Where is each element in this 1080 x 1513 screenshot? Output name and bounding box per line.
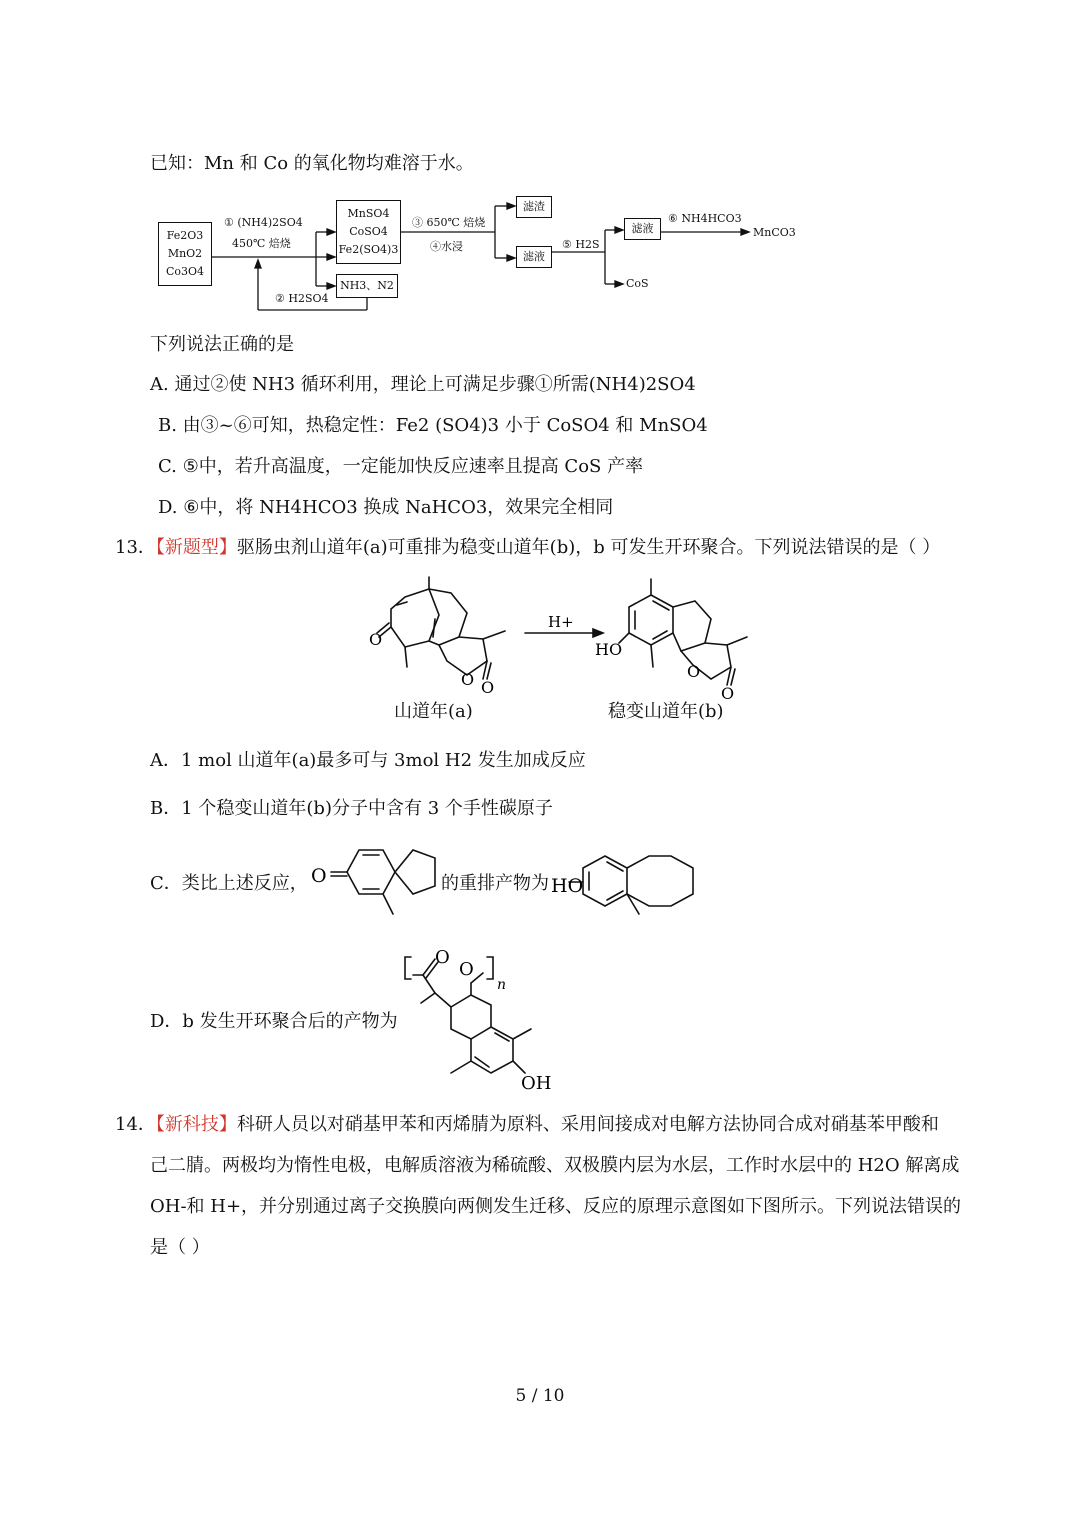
polymer-repeat-n: n — [497, 977, 507, 993]
mol-a-ring-o: O — [461, 670, 475, 689]
mol-b-hydroxyl: HO — [595, 640, 623, 659]
q12-option-d: D. ⑥中，将 NH4HCO3 换成 NaHCO3，效果完全相同 — [158, 497, 614, 518]
mol-b-ring-o: O — [687, 662, 701, 681]
step2-reagent: ② H2SO4 — [275, 292, 329, 305]
q14-line4: 是（ ） — [150, 1237, 210, 1258]
mid-coso4: CoSO4 — [349, 225, 388, 238]
q13-stem-line — [115, 536, 940, 560]
mol-b-lactone-o: O — [721, 684, 735, 703]
filtrate2-box — [624, 218, 661, 240]
tetralin-hydroxyl: HO — [551, 875, 584, 897]
q13-option-c-mid: 的重排产物为 — [441, 873, 549, 894]
raw-co3o4: Co3O4 — [165, 265, 205, 278]
step1-reagent: ① (NH4)2SO4 — [224, 216, 303, 229]
process-flowchart — [150, 192, 830, 318]
q13-tag: 【新题型】 — [155, 537, 237, 558]
raw-fe2o3: Fe2O3 — [166, 229, 204, 242]
mol-a-lactone-o: O — [481, 678, 495, 697]
q14-line2: 己二腈。两极均为惰性电极，电解质溶液为稀硫酸、双极膜内层为水层，工作时水层中的 H2O 解离成 — [150, 1155, 960, 1176]
mol-a-carbonyl-o: O — [369, 630, 383, 649]
gas-label: NH3、N2 — [340, 279, 394, 292]
q12-option-b: B. 由③~⑥可知，热稳定性：Fe2 (SO4)3 小于 CoSO4 和 MnSO4 — [158, 415, 708, 436]
step5-reagent: ⑤ H2S — [562, 238, 600, 251]
q12-prompt: 下列说法正确的是 — [150, 334, 294, 355]
polymer-ether-o: O — [459, 959, 474, 980]
filtrate1-box — [516, 246, 552, 268]
step3-condition: ③ 650℃ 焙烧 — [412, 216, 486, 229]
polymer-carbonyl-o: O — [435, 947, 450, 968]
mid-fe2so43: Fe2(SO4)3 — [338, 243, 399, 256]
label-santonin-b: 稳变山道年(b) — [608, 701, 724, 722]
flowchart-arrows — [150, 192, 830, 318]
filtrate1-label: 滤液 — [523, 250, 545, 263]
spiro-carbonyl-o: O — [311, 865, 327, 887]
filtrate2-label: 滤液 — [631, 222, 654, 235]
q14-line3: OH-和 H+，并分别通过离子交换膜向两侧发生迁移、反应的原理示意图如下图所示。下列说法错误的 — [150, 1196, 962, 1217]
q14-text1: 科研人员以对硝基甲苯和丙烯腈为原料、采用间接成对电解方法协同合成对硝基苯甲酸和 — [236, 1114, 939, 1135]
reagent-h-plus: H+ — [548, 613, 574, 631]
polymer-structure — [395, 945, 565, 1090]
q13-number: 13． — [115, 537, 156, 558]
q12-option-c: C. ⑤中，若升高温度，一定能加快反应速率且提高 CoS 产率 — [158, 456, 644, 477]
q13-stem: 驱肠虫剂山道年(a)可重排为稳变山道年(b)，b 可发生开环聚合。下列说法错误的是（ ） — [236, 537, 941, 558]
q13-option-a: A．1 mol 山道年(a)最多可与 3mol H2 发生加成反应 — [150, 750, 586, 771]
step6-reagent: ⑥ NH4HCO3 — [668, 212, 742, 225]
page-number: 5 / 10 — [515, 1386, 565, 1406]
product-cos: CoS — [626, 277, 649, 290]
mid-mnso4: MnSO4 — [347, 207, 390, 220]
q14-line1 — [115, 1113, 939, 1137]
raw-materials-box — [158, 222, 212, 286]
step4-condition: ④水浸 — [430, 240, 463, 253]
q13-option-d: D．b 发生开环聚合后的产物为 — [150, 1011, 398, 1032]
residue-label: 滤渣 — [523, 200, 545, 213]
known-statement: 已知：Mn 和 Co 的氧化物均难溶于水。 — [150, 153, 474, 174]
q14-number: 14． — [115, 1114, 156, 1135]
label-santonin-a: 山道年(a) — [394, 701, 473, 722]
gas-box — [336, 274, 398, 298]
q12-option-a: A. 通过②使 NH3 循环利用，理论上可满足步骤①所需(NH4)2SO4 — [150, 374, 696, 395]
residue-box — [516, 196, 552, 218]
q14-tag: 【新科技】 — [155, 1114, 237, 1135]
step1-condition: 450℃ 焙烧 — [232, 237, 291, 250]
product-mnco3: MnCO3 — [753, 226, 796, 239]
polymer-hydroxyl: OH — [521, 1073, 552, 1090]
raw-mno2: MnO2 — [167, 247, 203, 260]
sulfates-box — [336, 200, 401, 264]
q13-option-c-prefix: C．类比上述反应， — [150, 873, 308, 894]
q13-option-b: B．1 个稳变山道年(b)分子中含有 3 个手性碳原子 — [150, 798, 553, 819]
